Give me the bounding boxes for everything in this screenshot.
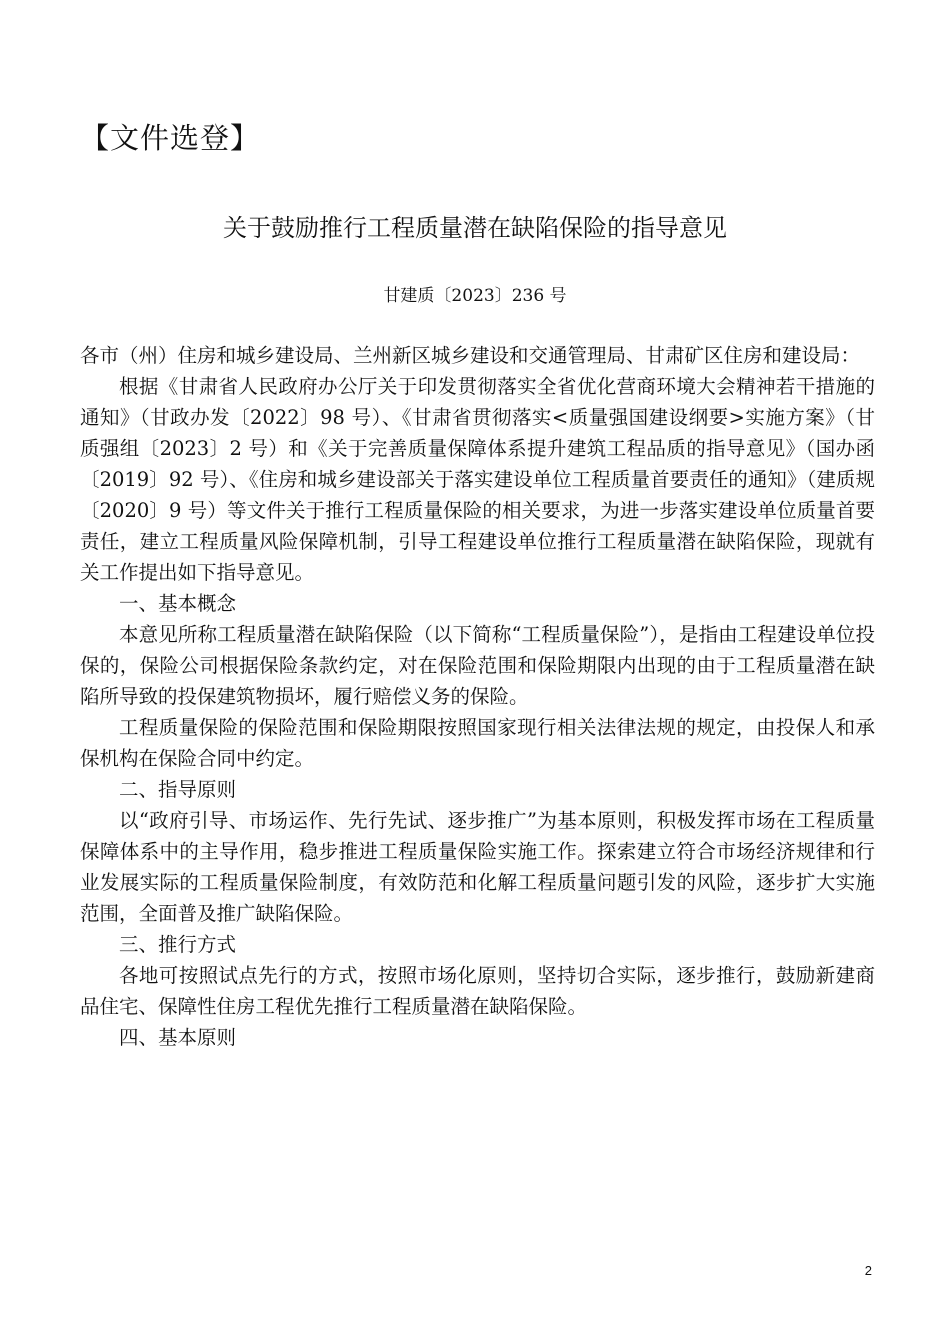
heading-guiding-principle: 二、指导原则 xyxy=(119,778,237,801)
document-body xyxy=(80,340,875,1053)
heading-basic-concept: 一、基本概念 xyxy=(119,592,237,615)
principle-paragraph: 以“政府引导、市场运作、先行先试、逐步推广”为基本原则，积极发挥市场在工程质量保障体系中的主导作用，稳步推进工程质量保险实施工作。探索建立符合市场经济规律和行业发展实际的工程质量保险制度，有效防范和化解工程质量问题引发的风险，逐步扩大实施范围，全面普及推广缺陷保险。 xyxy=(80,809,875,925)
intro-paragraph: 根据《甘肃省人民政府办公厅关于印发贯彻落实全省优化营商环境大会精神若干措施的通知》（甘政办发〔2022〕98 号）、《甘肃省贯彻落实<质量强国建设纲要>实施方案》（甘质强组〔2023〕2 号）和《关于完善质量保障体系提升建筑工程品质的指导意见》（国办函〔2019〕92 号）、《住房和城乡建设部关于落实建设单位工程质量首要责任的通知》（建质规〔2020〕9 号）等文件关于推行工程质量保险的相关要求，为进一步落实建设单位质量首要责任，建立工程质量风险保障机制，引导工程建设单位推行工程质量潜在缺陷保险，现就有关工作提出如下指导意见。 xyxy=(80,375,875,584)
page-number: 2 xyxy=(864,1263,872,1278)
heading-implementation-method: 三、推行方式 xyxy=(119,933,237,956)
concept-paragraph-1: 本意见所称工程质量潜在缺陷保险（以下简称“工程质量保险”），是指由工程建设单位投保的，保险公司根据保险条款约定，对在保险范围和保险期限内出现的由于工程质量潜在缺陷所导致的投保建筑物损坏，履行赔偿义务的保险。 xyxy=(80,623,875,708)
heading-basic-principles: 四、基本原则 xyxy=(119,1026,237,1049)
addressee: 各市（州）住房和城乡建设局、兰州新区城乡建设和交通管理局、甘肃矿区住房和建设局： xyxy=(80,344,861,367)
section-label: 【文件选登】 xyxy=(80,121,261,155)
document-number: 甘建质〔2023〕236 号 xyxy=(383,286,567,306)
concept-paragraph-2: 工程质量保险的保险范围和保险期限按照国家现行相关法律法规的规定，由投保人和承保机构在保险合同中约定。 xyxy=(80,716,875,770)
method-paragraph: 各地可按照试点先行的方式，按照市场化原则，坚持切合实际，逐步推行，鼓励新建商品住宅、保障性住房工程优先推行工程质量潜在缺陷保险。 xyxy=(80,964,875,1018)
document-title: 关于鼓励推行工程质量潜在缺陷保险的指导意见 xyxy=(223,214,727,242)
